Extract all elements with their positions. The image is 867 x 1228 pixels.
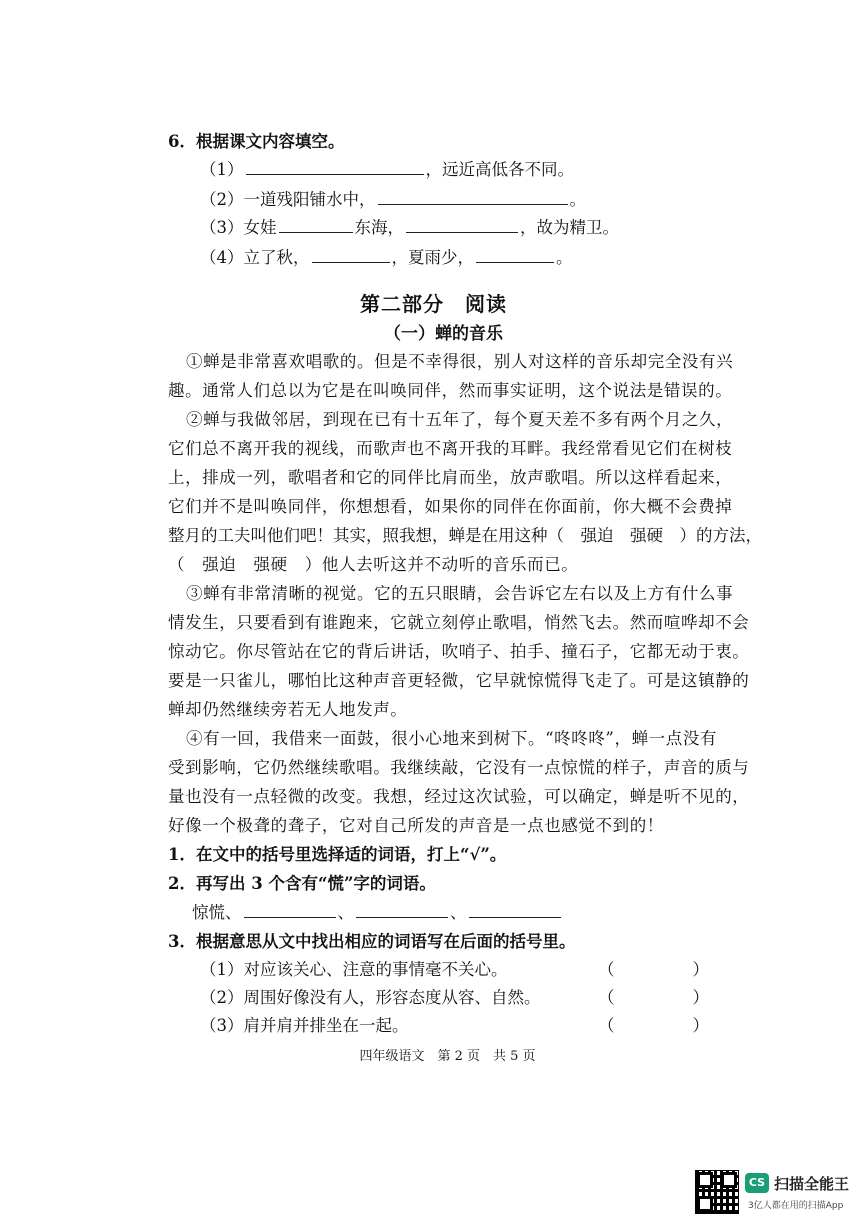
passage-line-2: 趣。通常人们总以为它是在叫唤同伴，然而事实证明，这个说法是错误的。 [168, 381, 733, 400]
q3-item-2: （2）周围好像没有人，形容态度从容、自然。 [200, 988, 541, 1007]
q6-item4-b: ，夏雨少， [391, 248, 474, 267]
q6-item1-after: ，远近高低各不同。 [425, 160, 574, 179]
q2-example-word: 惊慌、 [192, 903, 242, 922]
q6-blank-3a[interactable] [279, 216, 353, 233]
q3-paren-close-3: ） [692, 1016, 709, 1035]
passage-line-1: ①蝉是非常喜欢唱歌的。但是不幸得很，别人对这样的音乐却完全没有兴 [186, 352, 734, 371]
q2-blank-1[interactable] [244, 901, 336, 918]
q6-item3-b: 东海， [354, 218, 404, 237]
passage-line-7: 整月的工夫叫他们吧！其实，照我想，蝉是在用这种（ 强迫 强硬 ）的方法， [168, 526, 762, 545]
q6-item3-a: （3）女娃 [200, 218, 277, 237]
q6-item4-a: （4）立了秋， [200, 248, 310, 267]
q3-paren-open-3: （ [598, 1016, 615, 1035]
q3-paren-close-2: ） [692, 988, 709, 1007]
camscanner-logo-icon: CS [745, 1173, 769, 1193]
passage-line-8: （ 强迫 强硬 ）他人去听这并不动听的音乐而已。 [168, 555, 579, 574]
q3-paren-open-1: （ [598, 960, 615, 979]
passage-line-3: ②蝉与我做邻居，到现在已有十五年了，每个夏天差不多有两个月之久， [186, 410, 734, 429]
q6-item1-num: （1） [200, 160, 244, 179]
q3-paren-open-2: （ [598, 988, 615, 1007]
q3-answer-2[interactable] [598, 986, 713, 1010]
question-3: 3．根据意思从文中找出相应的词语写在后面的括号里。 [168, 932, 576, 951]
passage-line-17: 好像一个极聋的聋子，它对自己所发的声音是一点也感觉不到的！ [168, 816, 664, 835]
passage-line-12: 要是一只雀儿，哪怕比这种声音更轻微，它早就惊慌得飞走了。可是这镇静的 [168, 671, 750, 690]
q2-sep-1: 、 [337, 903, 354, 922]
question-2: 2．再写出 3 个含有“慌”字的词语。 [168, 874, 436, 893]
q6-item4-end: 。 [556, 248, 573, 267]
page-footer: 四年级语文 第 2 页 共 5 页 [359, 1049, 536, 1064]
q6-item-3 [200, 216, 619, 240]
part2-title: 第二部分 阅读 [360, 292, 507, 316]
q6-blank-4a[interactable] [312, 246, 390, 263]
q6-blank-4b[interactable] [476, 246, 554, 263]
q6-blank-2[interactable] [378, 188, 568, 205]
q6-item-2 [200, 188, 586, 212]
camscanner-name: 扫描全能王 [774, 1175, 850, 1193]
q3-item-1: （1）对应该关心、注意的事情毫不关心。 [200, 960, 508, 979]
q3-answer-1[interactable] [598, 958, 713, 982]
passage-line-13: 蝉却仍然继续旁若无人地发声。 [168, 700, 408, 719]
q6-item2-end: 。 [569, 190, 586, 209]
question-2-answer-row [192, 901, 563, 925]
passage-line-9: ③蝉有非常清晰的视觉。它的五只眼睛，会告诉它左右以及上方有什么事 [186, 584, 734, 603]
q3-answer-3[interactable] [598, 1014, 713, 1038]
q6-item2-text: （2）一道残阳铺水中， [200, 190, 376, 209]
qr-code-icon [695, 1170, 739, 1214]
passage-title: （一）蝉的音乐 [384, 324, 503, 344]
q6-blank-1[interactable] [246, 158, 424, 175]
q3-paren-close-1: ） [692, 960, 709, 979]
q6-item-1 [200, 158, 574, 182]
passage-line-11: 惊动它。你尽管站在它的背后讲话，吹哨子、拍手、撞石子，它都无动于衷。 [168, 642, 750, 661]
q6-heading: 6．根据课文内容填空。 [168, 132, 345, 151]
passage-line-5: 上，排成一列，歌唱者和它的同伴比肩而坐，放声歌唱。所以这样看起来， [168, 468, 733, 487]
passage-line-10: 情发生，只要看到有谁跑来，它就立刻停止歌唱，悄然飞去。然而喧哗却不会 [168, 613, 750, 632]
passage-line-4: 它们总不离开我的视线，而歌声也不离开我的耳畔。我经常看见它们在树枝 [168, 439, 733, 458]
q2-blank-3[interactable] [469, 901, 561, 918]
passage-line-6: 它们并不是叫唤同伴，你想想看，如果你的同伴在你面前，你大概不会费掉 [168, 497, 733, 516]
q2-blank-2[interactable] [356, 901, 448, 918]
camscanner-tagline: 3亿人都在用的扫描App [748, 1201, 844, 1211]
passage-line-14: ④有一回，我借来一面鼓，很小心地来到树下。“咚咚咚”，蝉一点没有 [186, 729, 718, 748]
q6-item3-c: ，故为精卫。 [520, 218, 619, 237]
q2-sep-2: 、 [450, 903, 467, 922]
passage-line-15: 受到影响，它仍然继续歌唱。我继续敲，它没有一点惊慌的样子，声音的质与 [168, 758, 750, 777]
passage-line-16: 量也没有一点轻微的改变。我想，经过这次试验，可以确定，蝉是听不见的， [168, 787, 750, 806]
q3-item-3: （3）肩并肩并排坐在一起。 [200, 1016, 409, 1035]
q6-blank-3b[interactable] [406, 216, 518, 233]
q6-item-4 [200, 246, 573, 270]
question-1: 1．在文中的括号里选择适的词语，打上“√”。 [168, 845, 507, 864]
